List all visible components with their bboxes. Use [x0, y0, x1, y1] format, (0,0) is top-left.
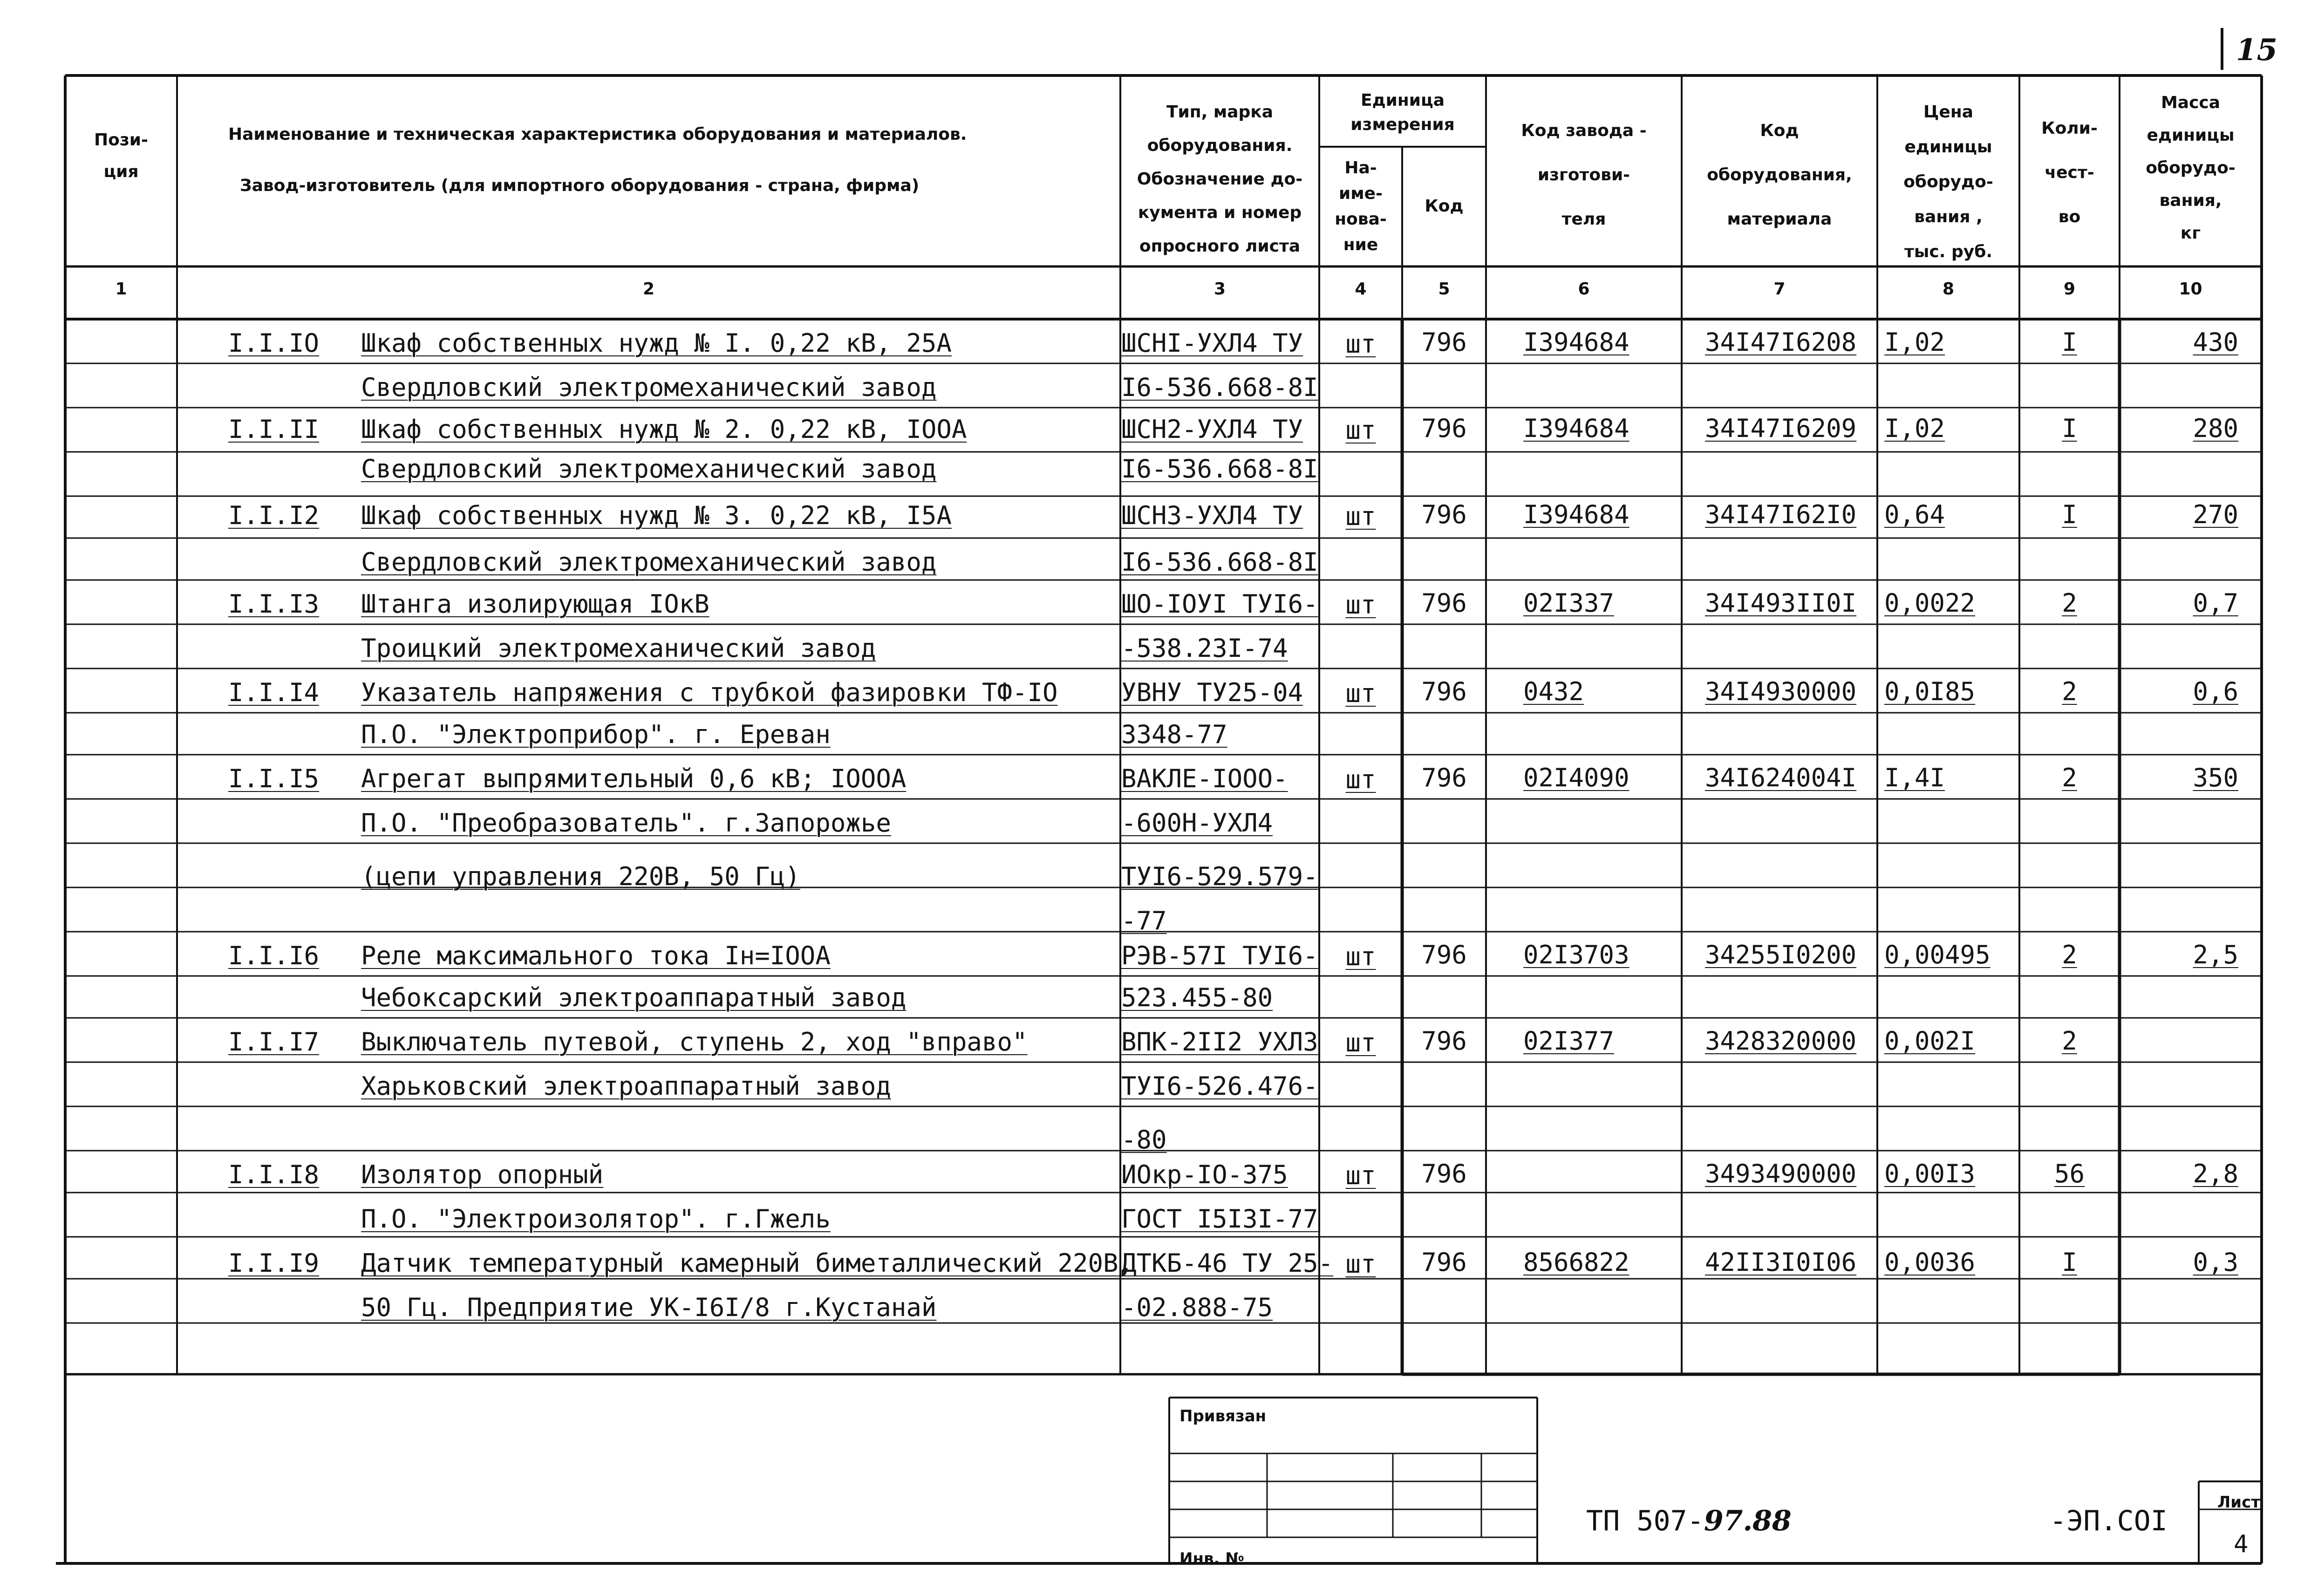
item-maker-code: I394684: [1523, 500, 1629, 529]
header-position: ция: [103, 162, 139, 181]
item-unit-code: 796: [1421, 327, 1467, 357]
item-position: I.I.II: [228, 415, 320, 444]
item-equip-code: 34I47I6208: [1705, 327, 1857, 357]
item-maker-code: 8566822: [1523, 1248, 1629, 1277]
item-equip-code: 34I493II0I: [1705, 588, 1857, 618]
item-unit-code: 796: [1421, 1026, 1467, 1056]
item-price: I,02: [1884, 414, 1945, 443]
header-unit-name: име-: [1338, 184, 1383, 203]
item-unit-code: 796: [1421, 1248, 1467, 1277]
item-qty: 2: [2062, 940, 2077, 969]
item-maker-code: 02I377: [1523, 1026, 1615, 1056]
item-name-line: Указатель напряжения с трубкой фазировки ТФ-IО: [361, 678, 1058, 707]
item-name-line: Шкаф собственных нужд № 3. 0,22 кВ, I5А: [361, 501, 952, 530]
header-unit-group: измерения: [1350, 115, 1455, 134]
item-type-line: -80: [1121, 1125, 1167, 1154]
item-equip-code: 34I624004I: [1705, 763, 1857, 792]
item-maker-code: 02I3703: [1523, 940, 1629, 969]
item-name-line: П.О. "Электроизолятор". г.Гжель: [361, 1204, 831, 1234]
item-equip-code: 34I47I6209: [1705, 414, 1857, 443]
header-equip-code: оборудования,: [1707, 165, 1852, 184]
doc-handwritten: 97.88: [1704, 1505, 1792, 1537]
item-qty: 2: [2062, 677, 2077, 706]
item-unit: шт: [1345, 679, 1376, 708]
item-position: I.I.I7: [228, 1027, 320, 1057]
header-price: оборудо-: [1903, 172, 1993, 191]
item-type-line: I6-536.668-8I: [1121, 373, 1318, 402]
item-unit-code: 796: [1421, 763, 1467, 792]
item-price: 0,0036: [1884, 1248, 1976, 1277]
item-qty: 2: [2062, 1026, 2077, 1056]
item-mass: 430: [2193, 327, 2238, 357]
item-qty: 2: [2062, 588, 2077, 618]
item-position: I.I.I8: [228, 1160, 320, 1189]
item-mass: 270: [2193, 500, 2238, 529]
item-maker-code: I394684: [1523, 414, 1629, 443]
item-maker-code: I394684: [1523, 327, 1629, 357]
item-unit: шт: [1345, 1161, 1376, 1190]
item-type-line: I6-536.668-8I: [1121, 547, 1318, 577]
item-position: I.I.I5: [228, 764, 320, 793]
item-type-line: 3348-77: [1121, 720, 1227, 749]
header-position: Пози-: [94, 130, 148, 150]
column-number-10: 10: [2179, 280, 2202, 299]
item-type-line: ТУI6-526.476-: [1121, 1071, 1318, 1101]
item-unit: шт: [1345, 942, 1376, 971]
header-equip-code: Код: [1760, 121, 1799, 140]
header-manufacturer: Завод-изготовитель (для импортного оборудования - страна, фирма): [240, 176, 920, 195]
header-type: оборудования.: [1147, 136, 1293, 155]
item-name-line: Шкаф собственных нужд № 2. 0,22 кВ, IООА: [361, 415, 967, 444]
item-price: 0,002I: [1884, 1026, 1976, 1056]
header-unit-name: ние: [1343, 235, 1378, 254]
item-mass: 2,5: [2193, 940, 2238, 969]
item-unit: шт: [1345, 765, 1376, 794]
column-number-2: 2: [642, 280, 655, 299]
column-number-6: 6: [1578, 280, 1590, 299]
column-number-7: 7: [1773, 280, 1786, 299]
header-maker-code: Код завода -: [1521, 121, 1647, 140]
item-name-line: П.О. "Преобразователь". г.Запорожье: [361, 808, 891, 838]
item-qty: I: [2062, 1248, 2077, 1277]
item-name-line: Чебоксарский электроаппаратный завод: [361, 983, 907, 1012]
item-type-line: ИОкр-IО-375: [1121, 1160, 1288, 1189]
item-name-line: Изолятор опорный: [361, 1160, 604, 1189]
item-mass: 2,8: [2193, 1159, 2238, 1188]
item-unit: шт: [1345, 1249, 1376, 1279]
item-position: I.I.I4: [228, 678, 320, 707]
header-unit-name: нова-: [1335, 210, 1387, 229]
stamp-inventory-number: Инв. №: [1179, 1549, 1245, 1568]
item-type-line: ШСН2-УХЛ4 ТУ: [1121, 415, 1303, 444]
item-type-line: 523.455-80: [1121, 983, 1273, 1012]
item-type-line: -77: [1121, 906, 1167, 935]
item-position: I.I.I9: [228, 1248, 320, 1278]
header-unit-name: На-: [1344, 158, 1377, 177]
header-type: кумента и номер: [1138, 203, 1302, 222]
item-type-line: РЭВ-57I ТУI6-: [1121, 941, 1318, 970]
item-equip-code: 3428320000: [1705, 1026, 1857, 1056]
item-name-line: Агрегат выпрямительный 0,6 кВ; IОООА: [361, 764, 907, 793]
item-name-line: Выключатель путевой, ступень 2, ход "вправо": [361, 1027, 1028, 1057]
header-qty: чест-: [2045, 163, 2094, 182]
item-type-line: ГОСТ I5I3I-77: [1121, 1204, 1318, 1234]
item-price: 0,0I85: [1884, 677, 1976, 706]
item-name-line: Шкаф собственных нужд № I. 0,22 кВ, 25А: [361, 328, 952, 358]
list-label: Лист: [2217, 1493, 2260, 1512]
item-type-line: -538.23I-74: [1121, 634, 1288, 663]
sheet-number: 15: [2236, 33, 2278, 68]
header-mass: Масса: [2161, 93, 2221, 112]
item-name-line: Свердловский электромеханический завод: [361, 373, 937, 402]
item-price: 0,0022: [1884, 588, 1976, 618]
item-mass: 0,7: [2193, 588, 2238, 618]
item-name-line: Штанга изолирующая IОкВ: [361, 589, 709, 619]
item-type-line: ВАКЛЕ-IООО-: [1121, 764, 1288, 793]
item-mass: 0,3: [2193, 1248, 2238, 1277]
item-name-line: Свердловский электромеханический завод: [361, 454, 937, 484]
item-equip-code: 34255I0200: [1705, 940, 1857, 969]
header-unit-code: Код: [1425, 197, 1464, 216]
item-mass: 350: [2193, 763, 2238, 792]
item-type-line: -600Н-УХЛ4: [1121, 808, 1273, 838]
item-mass: 0,6: [2193, 677, 2238, 706]
item-position: I.I.IO: [228, 328, 320, 358]
column-number-1: 1: [115, 280, 127, 299]
header-price: Цена: [1923, 102, 1973, 122]
item-unit: шт: [1345, 1028, 1376, 1057]
column-number-3: 3: [1213, 280, 1226, 299]
item-position: I.I.I6: [228, 941, 320, 970]
item-type-line: ШСН3-УХЛ4 ТУ: [1121, 501, 1303, 530]
header-maker-code: теля: [1561, 210, 1606, 229]
item-unit: шт: [1345, 502, 1376, 531]
item-name-line: П.О. "Электроприбор". г. Ереван: [361, 720, 831, 749]
item-equip-code: 34I47I62I0: [1705, 500, 1857, 529]
item-type-line: ДТКБ-46 ТУ 25-: [1121, 1248, 1334, 1278]
header-mass: единицы: [2147, 126, 2235, 145]
header-name: Наименование и техническая характеристика оборудования и материалов.: [228, 125, 967, 144]
item-type-line: ШСНI-УХЛ4 ТУ: [1121, 328, 1303, 358]
item-unit-code: 796: [1421, 1159, 1467, 1188]
header-type: опросного листа: [1139, 237, 1301, 256]
item-name-line: 50 Гц. Предприятие УК-I6I/8 г.Кустанай: [361, 1293, 937, 1322]
header-maker-code: изготови-: [1537, 165, 1630, 184]
item-type-line: УВНУ ТУ25-04: [1121, 678, 1303, 707]
item-qty: I: [2062, 327, 2077, 357]
column-number-8: 8: [1942, 280, 1955, 299]
header-price: единицы: [1904, 137, 1992, 157]
item-name-line: Датчик температурный камерный биметаллический 220В,: [361, 1248, 1134, 1278]
item-type-line: ТУI6-529.579-: [1121, 862, 1318, 891]
header-qty: во: [2058, 207, 2081, 226]
item-type-line: I6-536.668-8I: [1121, 454, 1318, 484]
list-value: 4: [2234, 1530, 2249, 1558]
item-name-line: Троицкий электромеханический завод: [361, 634, 876, 663]
item-price: I,4I: [1884, 763, 1945, 792]
header-equip-code: материала: [1727, 210, 1832, 229]
item-position: I.I.I3: [228, 589, 320, 619]
item-type-line: ВПК-2II2 УХЛ3: [1121, 1027, 1318, 1057]
item-position: I.I.I2: [228, 501, 320, 530]
doc-prefix: ТП 507-: [1586, 1505, 1704, 1537]
item-price: 0,64: [1884, 500, 1945, 529]
header-price: вания ,: [1914, 207, 1983, 226]
item-name-line: Реле максимального тока Iн=IООА: [361, 941, 831, 970]
item-maker-code: 02I4090: [1523, 763, 1629, 792]
item-unit-code: 796: [1421, 588, 1467, 618]
column-number-9: 9: [2063, 280, 2076, 299]
stamp-privyazan: Привязан: [1179, 1407, 1267, 1425]
item-maker-code: 02I337: [1523, 588, 1615, 618]
item-equip-code: 42II3I0I06: [1705, 1248, 1857, 1277]
document-number: [1586, 1505, 1792, 1537]
item-name-line: Свердловский электромеханический завод: [361, 547, 937, 577]
item-type-line: -02.888-75: [1121, 1293, 1273, 1322]
document-code: -ЭП.СОI: [2050, 1505, 2168, 1537]
item-maker-code: 0432: [1523, 677, 1584, 706]
item-equip-code: 3493490000: [1705, 1159, 1857, 1188]
item-price: 0,00495: [1884, 940, 1991, 969]
header-qty: Коли-: [2041, 119, 2098, 138]
item-name-line: Харьковский электроаппаратный завод: [361, 1071, 891, 1101]
item-unit: шт: [1345, 416, 1376, 445]
item-unit-code: 796: [1421, 940, 1467, 969]
item-qty: I: [2062, 414, 2077, 443]
item-equip-code: 34I4930000: [1705, 677, 1857, 706]
header-mass: вания,: [2159, 191, 2222, 210]
item-unit-code: 796: [1421, 500, 1467, 529]
header-mass: оборудо-: [2146, 158, 2236, 177]
column-number-4: 4: [1355, 280, 1367, 299]
item-price: I,02: [1884, 327, 1945, 357]
item-qty: 56: [2054, 1159, 2085, 1188]
item-qty: 2: [2062, 763, 2077, 792]
column-number-5: 5: [1438, 280, 1450, 299]
item-unit-code: 796: [1421, 414, 1467, 443]
item-unit: шт: [1345, 590, 1376, 620]
item-price: 0,00I3: [1884, 1159, 1976, 1188]
header-type: Обозначение до-: [1137, 170, 1303, 189]
item-name-line: (цепи управления 220В, 50 Гц): [361, 862, 800, 891]
header-price: тыс. руб.: [1904, 242, 1993, 261]
item-mass: 280: [2193, 414, 2238, 443]
item-unit-code: 796: [1421, 677, 1467, 706]
item-unit: шт: [1345, 329, 1376, 359]
item-qty: I: [2062, 500, 2077, 529]
header-mass: кг: [2180, 224, 2201, 243]
header-type: Тип, марка: [1166, 102, 1274, 122]
header-unit-group: Единица: [1361, 91, 1445, 110]
item-type-line: ШО-IОУI ТУI6-: [1121, 589, 1318, 619]
